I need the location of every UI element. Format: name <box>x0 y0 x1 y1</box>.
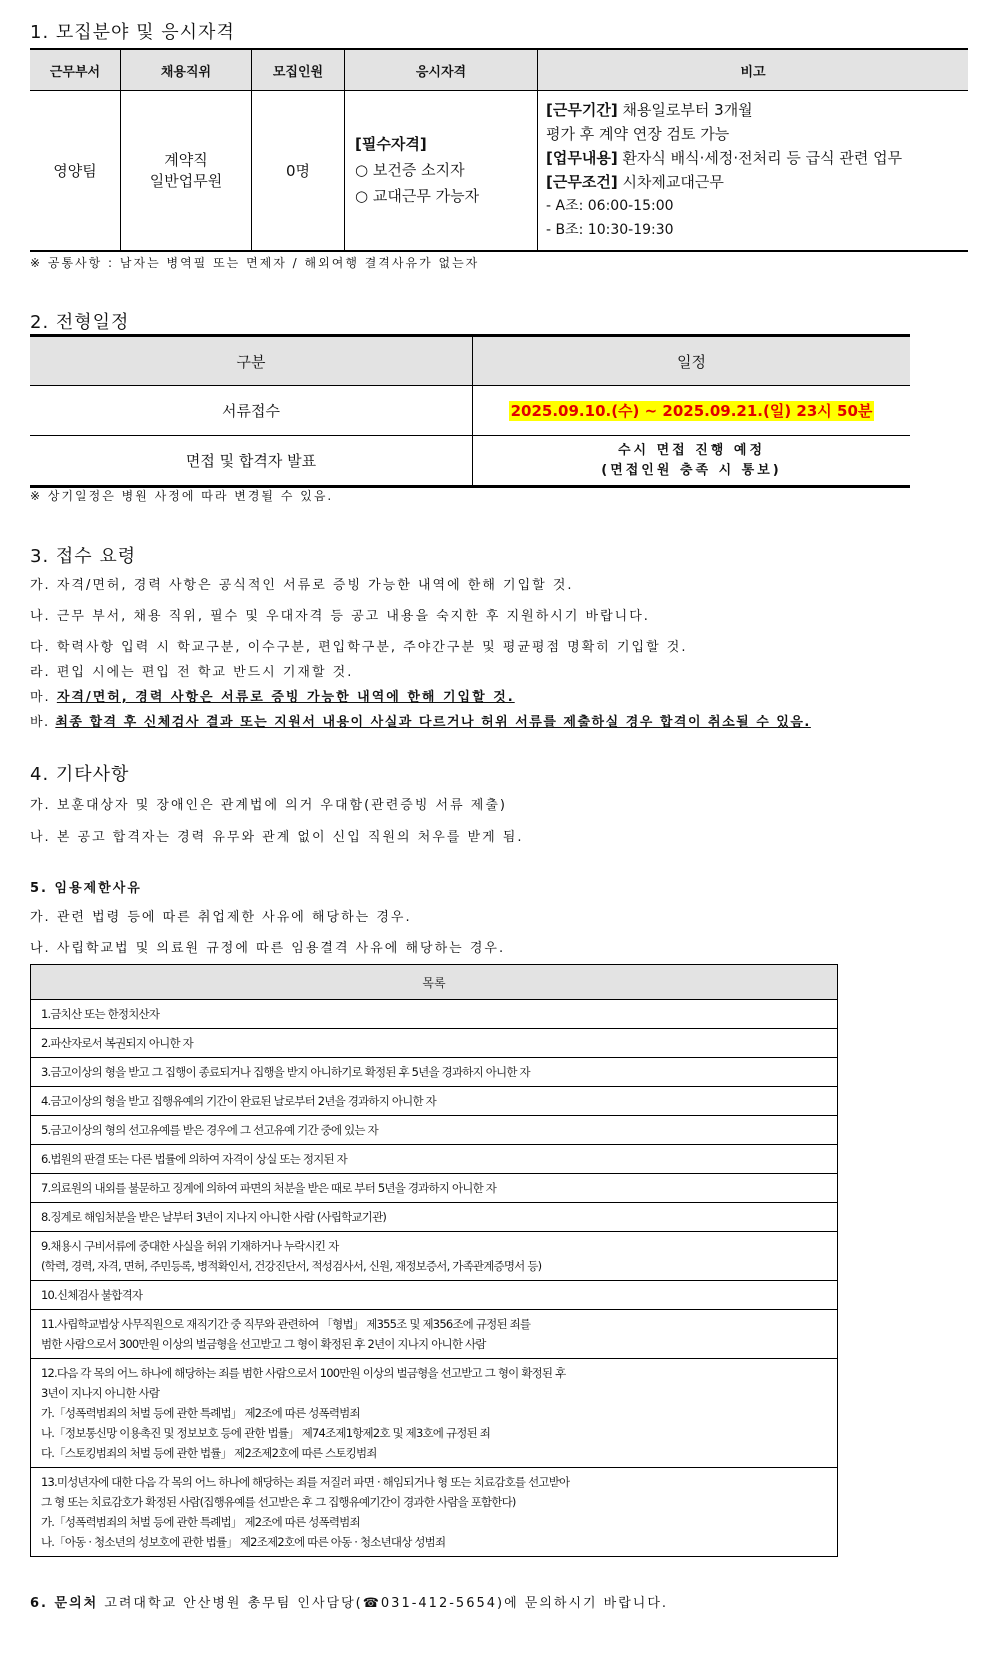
row-line: 12.다음 각 목의 어느 하나에 해당하는 죄를 범한 사람으로서 100만원 이상의 벌금형을 선고받고 그 형이 확정된 후 <box>41 1366 566 1380</box>
table-cell <box>31 1174 838 1203</box>
table-cell <box>31 1310 838 1359</box>
table-cell <box>31 1359 838 1468</box>
table-row <box>31 1359 838 1468</box>
row-line: 가.「성폭력범죄의 처벌 등에 관한 특례법」 제2조에 따른 성폭력범죄 <box>41 1515 360 1529</box>
section-1-title: 1. 모집분야 및 응시자격 <box>30 22 235 43</box>
row-interview-value: 수시 면접 진행 예정 (면접인원 충족 시 통보) <box>473 436 911 487</box>
row-line: 5.금고이상의 형의 선고유예를 받은 경우에 그 선고유예 기간 중에 있는 자 <box>41 1123 378 1137</box>
row-line: 10.신체검사 불합격자 <box>41 1288 143 1302</box>
header-dept: 근무부서 <box>30 49 121 91</box>
table-cell <box>31 1145 838 1174</box>
section-6-contact: 6. 문의처 고려대학교 안산병원 총무팀 인사담당(☎031-412-5654)에 문의하시기 바랍니다. <box>30 1596 669 1611</box>
remarks-cell: [근무기간] 채용일로부터 3개월 평가 후 계약 연장 검토 가능 [업무내용] 환자식 배식·세정·전처리 등 급식 관련 업무 [근무조건] 시차제교대근무 - A조: 06:00-15:00 - B조: 10:30-19:30 <box>538 91 969 251</box>
table-row <box>31 1029 838 1058</box>
table-row <box>31 1174 838 1203</box>
section-2-title: 2. 전형일정 <box>30 312 130 333</box>
table-cell <box>31 1232 838 1281</box>
table-row <box>31 1468 838 1557</box>
row-line: 6.법원의 판결 또는 다른 법률에 의하여 자격이 상실 또는 정지된 자 <box>41 1152 347 1166</box>
row-line: 가.「성폭력범죄의 처벌 등에 관한 특례법」 제2조에 따른 성폭력범죄 <box>41 1406 360 1420</box>
row-line: 8.징계로 해임처분을 받은 날부터 3년이 지나지 아니한 사람 (사립학교기관) <box>41 1210 387 1224</box>
s3-item-d: 라. 편입 시에는 편입 전 학교 반드시 기재할 것. <box>30 665 354 680</box>
recruitment-table <box>30 48 968 252</box>
row-line: 3년이 지나지 아니한 사람 <box>41 1386 160 1400</box>
row-line: 1.금치산 또는 한정치산자 <box>41 1007 160 1021</box>
s5-item-a: 가. 관련 법령 등에 따른 취업제한 사유에 해당하는 경우. <box>30 910 412 925</box>
s4-item-b: 나. 본 공고 합격자는 경력 유무와 관계 없이 신입 직원의 처우를 받게 됨. <box>30 830 524 845</box>
position-cell: 계약직 일반업무원 <box>121 91 252 251</box>
qualification-cell: [필수자격] ○ 보건증 소지자 ○ 교대근무 가능자 <box>345 91 538 251</box>
s3-item-e: 마. 자격/면허, 경력 사항은 서류로 증빙 가능한 내역에 한해 기입할 것. <box>30 690 515 705</box>
table-row <box>31 1145 838 1174</box>
header-position: 채용직위 <box>121 49 252 91</box>
section-2-note: ※ 상기일정은 병원 사정에 따라 변경될 수 있음. <box>30 489 334 503</box>
s3-item-b: 나. 근무 부서, 채용 직위, 필수 및 우대자격 등 공고 내용을 숙지한 후 지원하시기 바랍니다. <box>30 609 650 624</box>
table-cell <box>31 1087 838 1116</box>
header-qualification: 응시자격 <box>345 49 538 91</box>
row-line: 11.사립학교법상 사무직원으로 재직기간 중 직무와 관련하여 「형법」 제355조 및 제356조에 규정된 죄를 <box>41 1317 531 1331</box>
header-remarks: 비고 <box>538 49 969 91</box>
header-count: 모집인원 <box>252 49 345 91</box>
section-5-title: 5. 임용제한사유 <box>30 881 142 896</box>
table-row <box>31 1232 838 1281</box>
header-schedule: 일정 <box>473 336 911 386</box>
disqualification-table <box>30 964 838 1557</box>
table-cell <box>31 1116 838 1145</box>
table-cell <box>31 1468 838 1557</box>
table-cell <box>31 1000 838 1029</box>
row-line: 다.「스토킹범죄의 처벌 등에 관한 법률」 제2조제2호에 따른 스토킹범죄 <box>41 1446 377 1460</box>
table-row <box>31 1310 838 1359</box>
s3-item-a: 가. 자격/면허, 경력 사항은 공식적인 서류로 증빙 가능한 내역에 한해 기입할 것. <box>30 578 574 593</box>
section-4-title: 4. 기타사항 <box>30 764 130 785</box>
table-row <box>31 1116 838 1145</box>
header-list: 목록 <box>31 965 838 1000</box>
section-1-note: ※ 공통사항 : 남자는 병역필 또는 면제자 / 해외여행 결격사유가 없는자 <box>30 256 480 270</box>
row-line: 나.「정보통신망 이용촉진 및 정보보호 등에 관한 법률」 제74조제1항제2호 및 제3호에 규정된 죄 <box>41 1426 491 1440</box>
s3-item-c: 다. 학력사항 입력 시 학교구분, 이수구분, 편입학구분, 주야간구분 및 평균평점 명확히 기입할 것. <box>30 640 688 655</box>
table-cell <box>31 1058 838 1087</box>
schedule-table <box>30 334 910 488</box>
s4-item-a: 가. 보훈대상자 및 장애인은 관계법에 의거 우대함(관련증빙 서류 제출) <box>30 798 507 813</box>
section-3-title: 3. 접수 요령 <box>30 546 137 567</box>
header-category: 구분 <box>30 336 473 386</box>
table-row <box>31 1203 838 1232</box>
table-row <box>31 1000 838 1029</box>
table-cell <box>31 1029 838 1058</box>
row-line: (학력, 경력, 자격, 면허, 주민등록, 병적확인서, 건강진단서, 적성검사서, 신원, 재정보증서, 가족관계증명서 등) <box>41 1259 542 1273</box>
table-cell <box>31 1203 838 1232</box>
table-row <box>31 1058 838 1087</box>
row-line: 9.채용시 구비서류에 중대한 사실을 허위 기재하거나 누락시킨 자 <box>41 1239 339 1253</box>
row-line: 7.의료원의 내외를 불문하고 징계에 의하여 파면의 처분을 받은 때로 부터 5년을 경과하지 아니한 자 <box>41 1181 497 1195</box>
row-line: 나.「아동 · 청소년의 성보호에 관한 법률」 제2조제2호에 따른 아동 · 청소년대상 성범죄 <box>41 1535 446 1549</box>
count-cell: 0명 <box>252 91 345 251</box>
row-line: 4.금고이상의 형을 받고 집행유예의 기간이 완료된 날로부터 2년을 경과하지 아니한 자 <box>41 1094 436 1108</box>
row-interview-label: 면접 및 합격자 발표 <box>185 452 317 470</box>
row-line: 범한 사람으로서 300만원 이상의 벌금형을 선고받고 그 형이 확정된 후 2년이 지나지 아니한 사람 <box>41 1337 486 1351</box>
row-line: 그 형 또는 치료감호가 확정된 사람(집행유예를 선고받은 후 그 집행유예기간이 경과한 사람을 포함한다) <box>41 1495 516 1509</box>
row-document-label: 서류접수 <box>30 386 473 436</box>
row-document-value: 2025.09.10.(수) ~ 2025.09.21.(일) 23시 50분 <box>473 386 911 436</box>
table-row <box>31 1281 838 1310</box>
table-cell <box>31 1281 838 1310</box>
dept-cell: 영양팀 <box>53 161 97 180</box>
row-line: 13.미성년자에 대한 다음 각 목의 어느 하나에 해당하는 죄를 저질러 파면 · 해임되거나 형 또는 치료감호를 선고받아 <box>41 1475 570 1489</box>
row-line: 2.파산자로서 복권되지 아니한 자 <box>41 1036 193 1050</box>
table-row <box>31 1087 838 1116</box>
s3-item-f: 바. 최종 합격 후 신체검사 결과 또는 지원서 내용이 사실과 다르거나 허위 서류를 제출하실 경우 합격이 취소될 수 있음. <box>30 715 811 730</box>
s5-item-b: 나. 사립학교법 및 의료원 규정에 따른 임용결격 사유에 해당하는 경우. <box>30 941 506 956</box>
row-line: 3.금고이상의 형을 받고 그 집행이 종료되거나 집행을 받지 아니하기로 확정된 후 5년을 경과하지 아니한 자 <box>41 1065 530 1079</box>
